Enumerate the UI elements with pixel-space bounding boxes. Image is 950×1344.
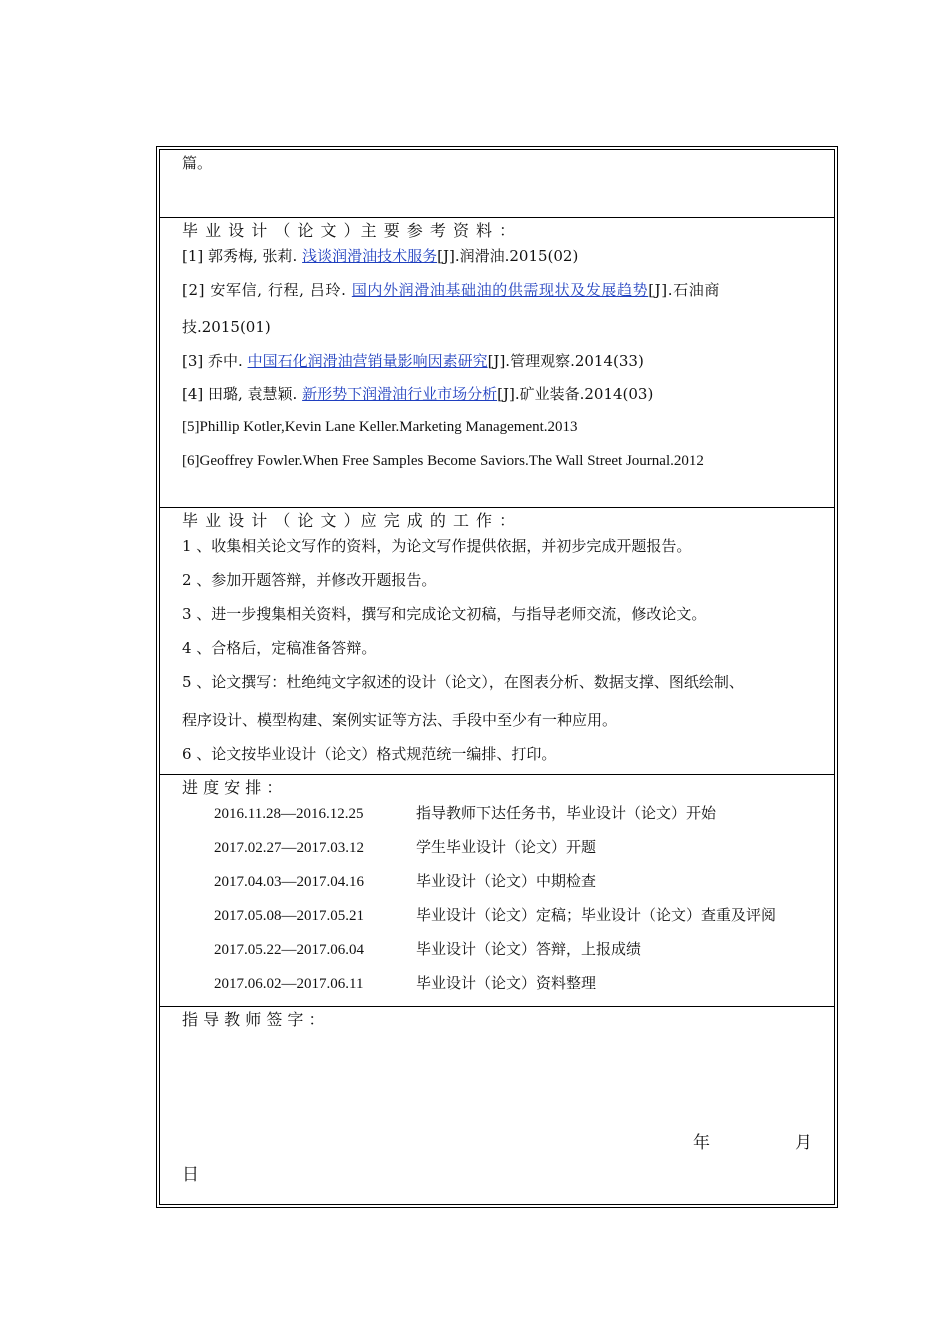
task-item: 2 、参加开题答辩，并修改开题报告。 [182, 571, 437, 589]
section-schedule [160, 775, 834, 1007]
form-table [159, 149, 835, 1205]
reference-item: [6]Geoffrey Fowler.When Free Samples Become Saviors.The Wall Street Journal.2012 [182, 453, 704, 469]
reference-item: [2] 安军信, 行程, 吕玲. 国内外润滑油基础油的供需现状及发展趋势[J].石油商 [182, 281, 720, 299]
schedule-row [214, 837, 596, 858]
reference-item: [1] 郭秀梅, 张莉. 浅谈润滑油技术服务[J].润滑油.2015(02) [182, 247, 579, 265]
signature-day: 日 [182, 1165, 199, 1185]
task-item: 6 、论文按毕业设计（论文）格式规范统一编排、打印。 [182, 745, 557, 763]
tasks-heading: 毕 业 设 计 （ 论 文 ）应 完 成 的 工 作 ： [182, 511, 517, 530]
schedule-row [214, 871, 596, 892]
schedule-row [214, 905, 776, 926]
schedule-date: 2016.11.28—2016.12.25 [214, 806, 364, 822]
reference-item: [3] 乔中. 中国石化润滑油营销量影响因素研究[J].管理观察.2014(33) [182, 352, 644, 370]
schedule-date: 2017.05.22—2017.06.04 [214, 942, 364, 958]
schedule-task: 毕业设计（论文）答辩，上报成绩 [416, 940, 642, 958]
signature-heading: 指 导 教 师 签 字 ： [182, 1010, 325, 1029]
reference-item: [5]Phillip Kotler,Kevin Lane Keller.Marketing Management.2013 [182, 419, 578, 435]
schedule-task: 学生毕业设计（论文）开题 [416, 838, 597, 856]
schedule-row [214, 973, 596, 994]
schedule-task: 指导教师下达任务书，毕业设计（论文）开始 [416, 804, 717, 822]
section-previous-tail [160, 150, 834, 218]
schedule-date: 2017.02.27—2017.03.12 [214, 840, 364, 856]
schedule-row [214, 939, 641, 960]
signature-year-month: 年 月 [693, 1133, 812, 1153]
reference-link[interactable]: 国内外润滑油基础油的供需现状及发展趋势 [351, 281, 649, 299]
task-item-continuation: 程序设计、模型构建、案例实证等方法、手段中至少有一种应用。 [182, 711, 618, 729]
references-heading: 毕 业 设 计 （ 论 文 ）主 要 参 考 资 料 ： [182, 221, 517, 240]
task-item: 3 、进一步搜集相关资料，撰写和完成论文初稿，与指导老师交流，修改论文。 [182, 605, 707, 623]
tail-text: 篇。 [182, 154, 213, 172]
schedule-task: 毕业设计（论文）定稿；毕业设计（论文）查重及评阅 [416, 906, 777, 924]
section-signature [160, 1007, 834, 1203]
schedule-task: 毕业设计（论文）资料整理 [416, 974, 597, 992]
task-item: 5 、论文撰写：杜绝纯文字叙述的设计（论文），在图表分析、数据支撑、图纸绘制、 [182, 673, 744, 691]
schedule-date: 2017.05.08—2017.05.21 [214, 908, 364, 924]
task-item: 4 、合格后，定稿准备答辩。 [182, 639, 377, 657]
reference-link[interactable]: 新形势下润滑油行业市场分析 [302, 385, 498, 403]
reference-link[interactable]: 浅谈润滑油技术服务 [302, 247, 438, 265]
schedule-date: 2017.06.02—2017.06.11 [214, 976, 364, 992]
schedule-task: 毕业设计（论文）中期检查 [416, 872, 597, 890]
reference-item-continuation: 技.2015(01) [182, 318, 271, 336]
section-references [160, 218, 834, 508]
schedule-date: 2017.04.03—2017.04.16 [214, 874, 364, 890]
reference-link[interactable]: 中国石化润滑油营销量影响因素研究 [247, 352, 488, 370]
section-tasks [160, 508, 834, 775]
task-item: 1 、收集相关论文写作的资料，为论文写作提供依据，并初步完成开题报告。 [182, 537, 692, 555]
reference-item: [4] 田璐, 袁慧颖. 新形势下润滑油行业市场分析[J].矿业装备.2014(03) [182, 385, 654, 403]
schedule-heading: 进 度 安 排 ： [182, 778, 283, 797]
schedule-row [214, 803, 716, 824]
